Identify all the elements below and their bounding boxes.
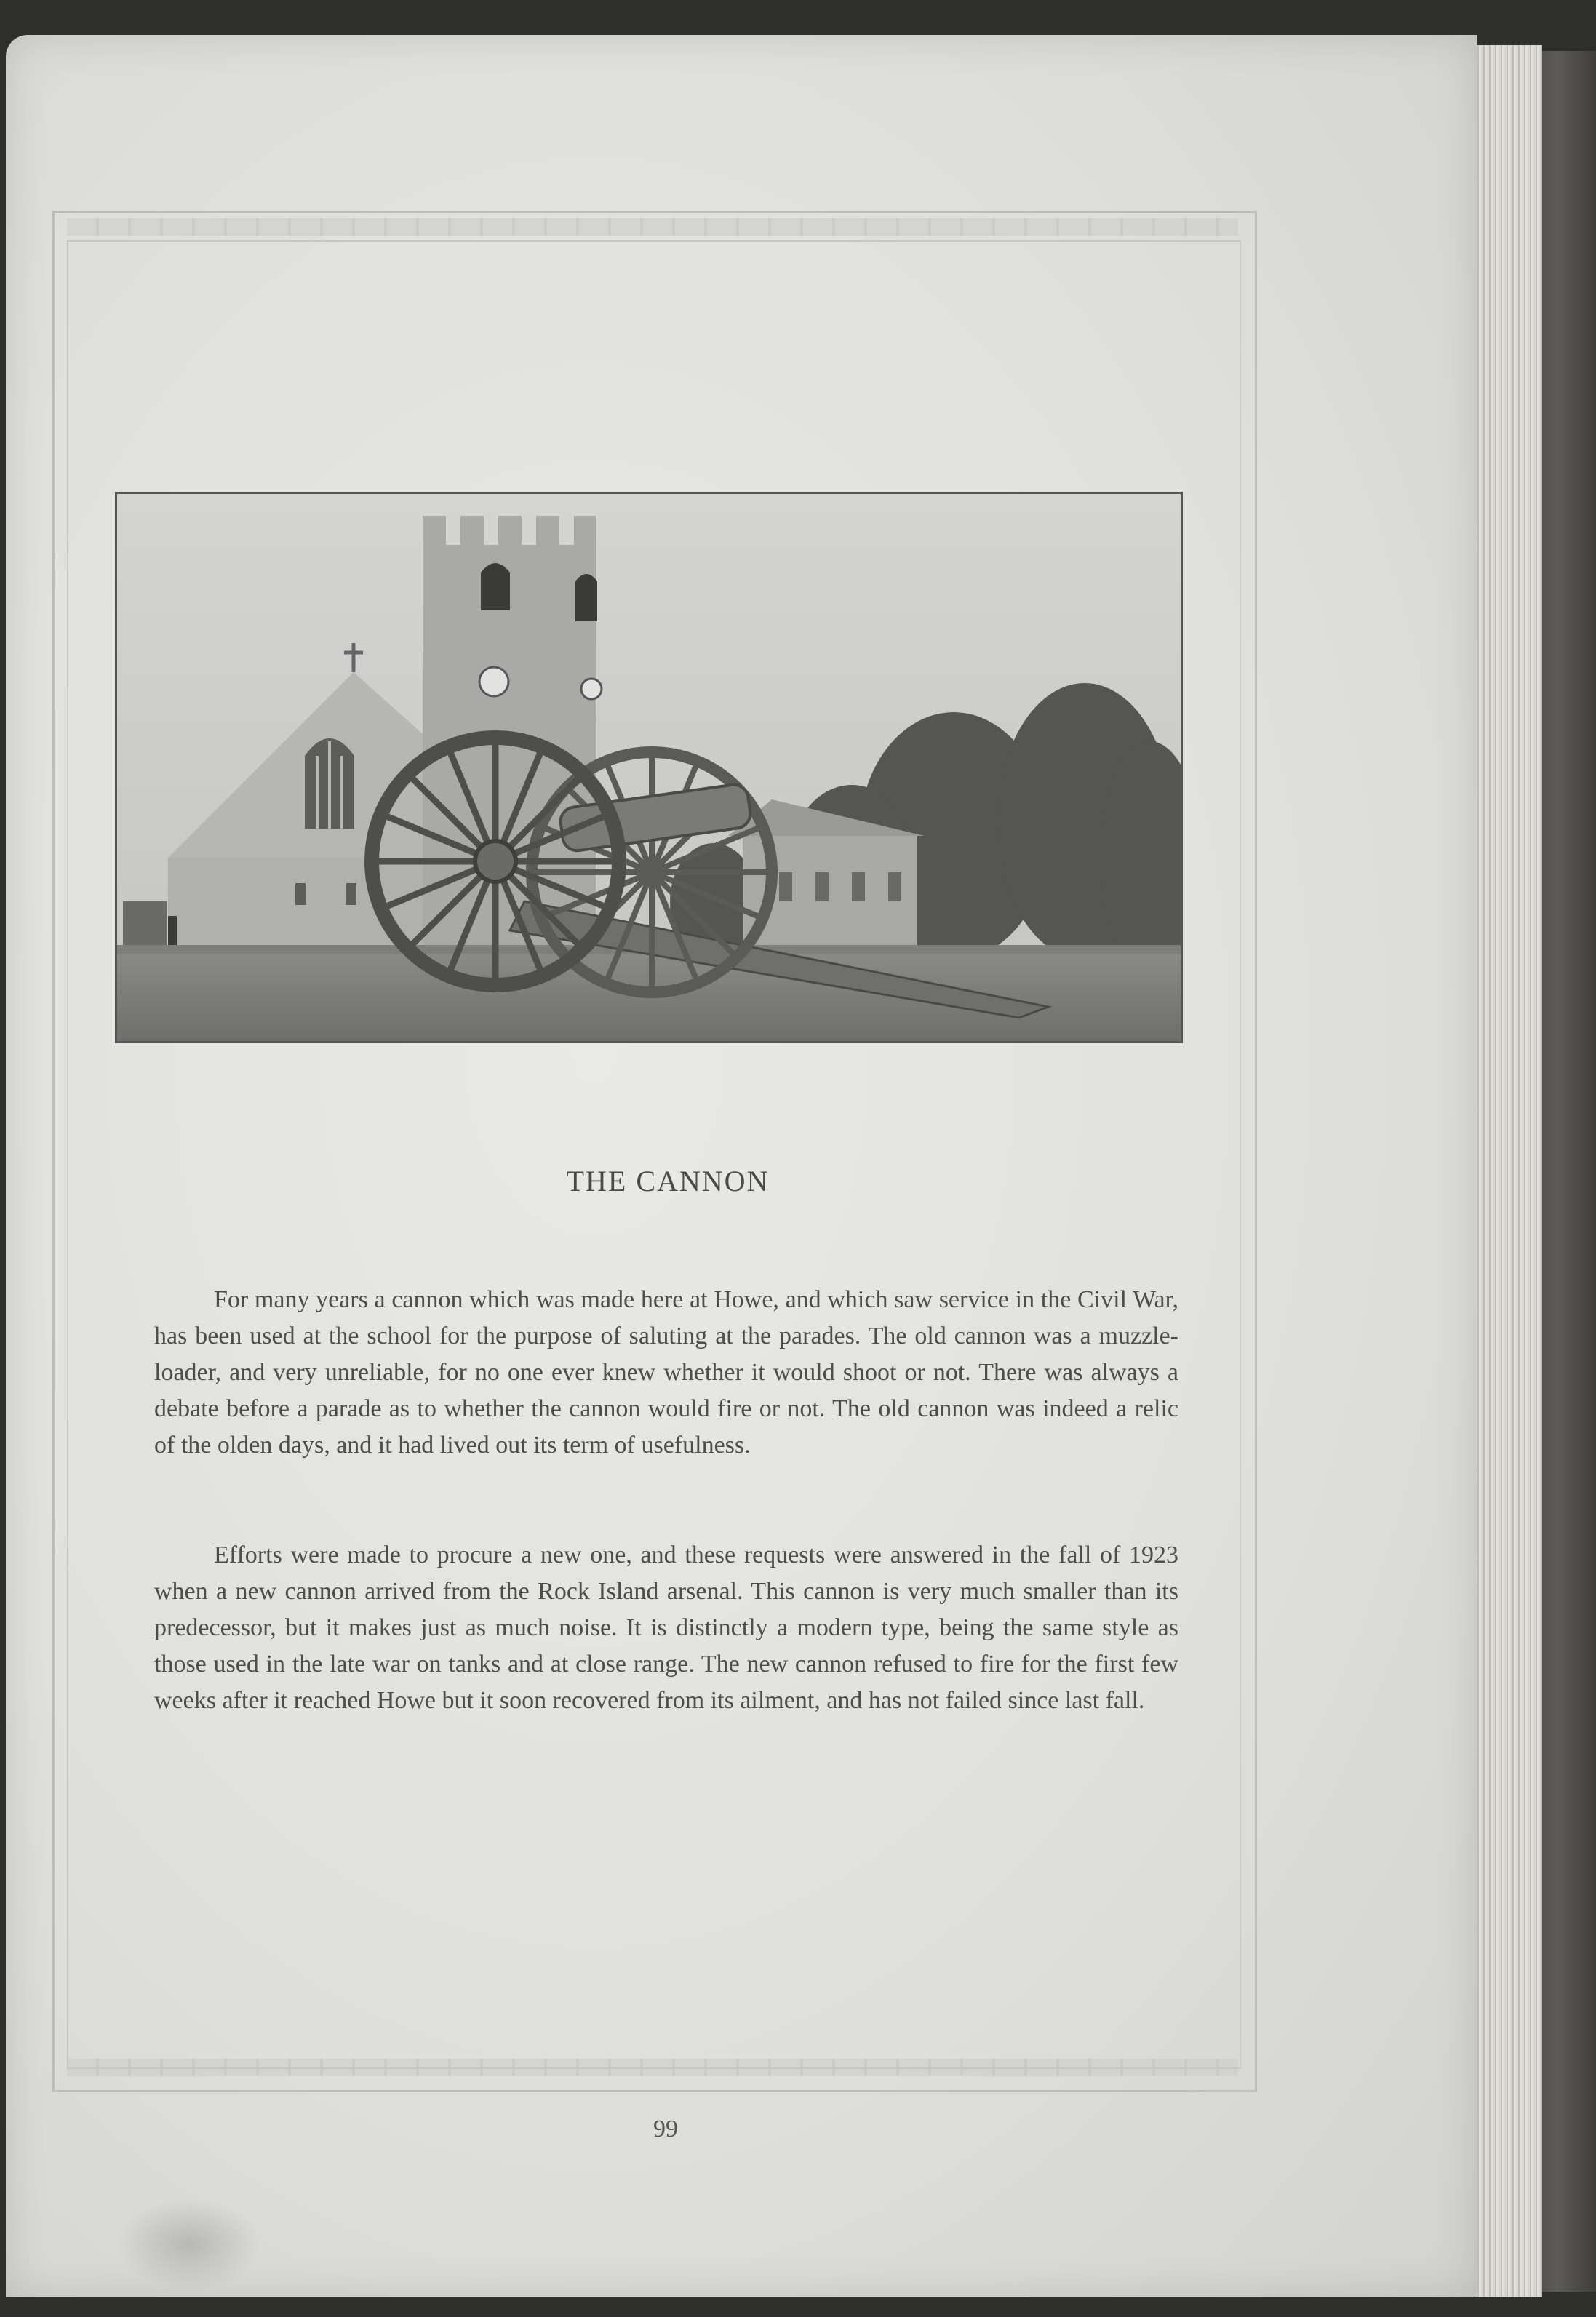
page-stack-edge <box>1469 45 1542 2297</box>
paragraph-2: Efforts were made to procure a new one, and these requests were answered in the fall of 1923 when a new cannon arrived from the Rock Island arsenal. This cannon is very much smaller than its predecessor, but it makes just as much noise. It is distinctly a modern type, being the same style as those used in the late war on tanks and at close range. The new cannon refused to fire for the first few weeks after it reached Howe but it soon recovered from its ailment, and has not failed since last fall. <box>154 1542 1178 1714</box>
page-stain <box>116 2197 262 2292</box>
paragraph-1: For many years a cannon which was made here at Howe, and which saw service in the Civil War, has been used at the school for the purpose of saluting at the parades. The old cannon was a muzzle-loader, and very unreliable, for no one ever knew whether it would shoot or not. There was always a debate before a parade as to whether the cannon would fire or not. The old cannon was indeed a relic of the olden days, and it had lived out its term of usefulness. <box>154 1286 1178 1459</box>
cannon-photograph <box>115 492 1183 1043</box>
page-number: 99 <box>653 2115 678 2142</box>
decorative-border-top-band <box>67 218 1238 236</box>
article-title: THE CANNON <box>566 1165 770 1197</box>
